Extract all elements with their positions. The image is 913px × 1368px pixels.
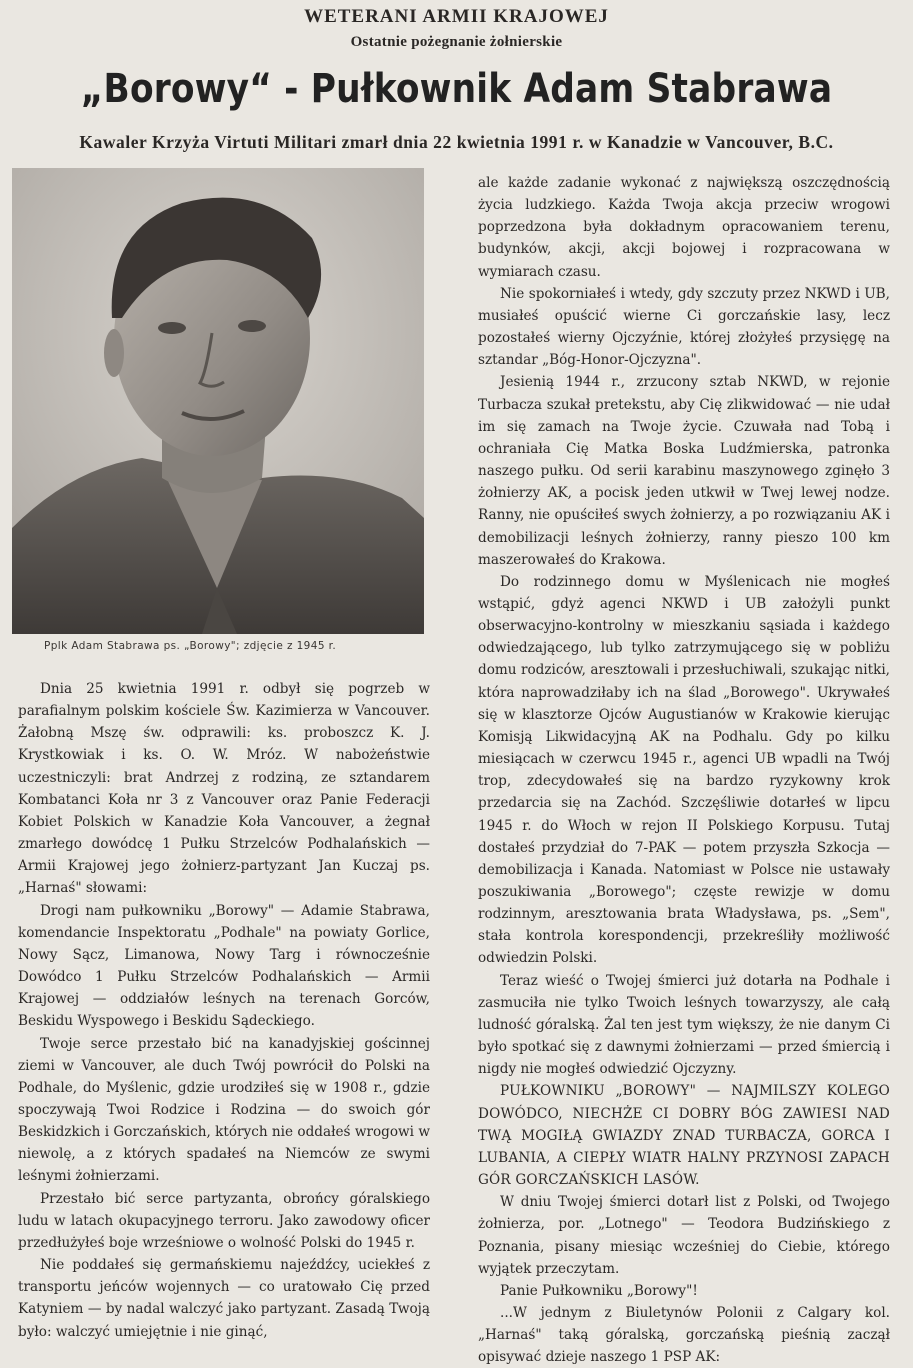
section-subkicker: Ostatnie pożegnanie żołnierskie: [350, 34, 563, 50]
paragraph: Nie spokorniałeś i wtedy, gdy szczuty przez NKWD i UB, musiałeś opuścić wierne Ci gorczańskie lasy, lecz pozostałeś wierny Ojczyźnie, której złożyłeś przysięgę na sztandar „Bóg-Honor-Ojczyzna".: [478, 285, 890, 369]
paragraph: Nie poddałeś się germańskiemu najeźdźcy, uciekłeś z transportu jeńców wojennych — co uratowało Cię przed Katyniem — by nadal walczyć jako partyzant. Zasadą Twoją było: walczyć umiejętnie i nie ginąć,: [18, 1257, 430, 1340]
section-kicker: WETERANI ARMII KRAJOWEJ: [304, 6, 609, 27]
paragraph-tribute: PUŁKOWNIKU „BOROWY" — NAJMILSZY KOLEGO DOWÓDCO, NIECHŻE CI DOBRY BÓG ZAWIESI NAD TWĄ MOGIŁĄ GWIAZDY ZNAD TURBACZA, GORCA I LUBANIA, A CIEPŁY WIATR HALNY PRZYNOSI ZAPACH GÓR GORCZAŃSKICH LASÓW.: [478, 1083, 890, 1189]
paragraph: Jesienią 1944 r., zrzucony sztab NKWD, w rejonie Turbacza szukał pretekstu, aby Cię zlikwidować — nie udał im się zamach na Twoje życie. Czuwała nad Tobą i ochraniała Cię Matka Boska Ludźmierska, patronka naszego pułku. Od serii karabinu maszynowego zginęło 3 żołnierzy AK, a pocisk jeden utkwił w Twej lewej nodze. Ranny, nie opuściłeś swych żołnierzy, a po rozwiązaniu AK i demobilizacji leśnych żołnierzy, ranny pieszo 100 km maszerowałeś do Krakowa.: [478, 374, 890, 568]
paragraph: Twoje serce przestało bić na kanadyjskiej gościnnej ziemi w Vancouver, ale duch Twój powrócił do Polski na Podhale, do Myślenic, gdzie urodziłeś się w 1908 r., gdzie spoczywają Twoi Rodzice i Rodzina — do swoich gór Beskidzkich i Gorczańskich, których nie oddałeś wrogowi w niewolę, a z których spadałeś na Niemców ze swymi leśnymi żołnierzami.: [18, 1035, 430, 1185]
photo-caption: Pplk Adam Stabrawa ps. „Borowy"; zdjęcie z 1945 r.: [44, 640, 337, 652]
paragraph: ...W jednym z Biuletynów Polonii z Calgary kol. „Harnaś" taką góralską, gorczańską pieśnią zaczął opisywać dzieje naszego 1 PSP AK:: [478, 1304, 890, 1366]
article-left-column: [18, 678, 430, 1343]
paragraph: Panie Pułkowniku „Borowy"!: [500, 1282, 698, 1299]
paragraph: Do rodzinnego domu w Myślenicach nie mogłeś wstąpić, gdyż agenci NKWD i UB założyli punkt obserwacyjno-kontrolny w mieszkaniu sąsiada i każdego odwiedzającego, lub tylko zatrzymującego się w pobliżu domu rodziców, aresztowali i przesłuchiwali, szukając nitki, która naprowadziłaby ich na ślad „Borowego". Ukrywałeś się w klasztorze Ojców Augustianów w Krakowie kierując Komisją Likwidacyjną AK na Podhalu. Gdy po kilku miesiącach w czerwcu 1945 r., agenci UB wpadli na Twój trop, zdecydowałeś się na bardzo ryzykowny krok przedarcia się na Zachód. Szczęśliwie dotarłeś w lipcu 1945 r. do Włoch w rejon II Polskiego Korpusu. Tutaj dostałeś przydział do 7-PAK — potem przyszła Szkocja — demobilizacja i Kanada. Natomiast w Polsce nie ustawały poszukiwania „Borowego"; częste rewizje w domu rodzinnym, aresztowania brata Władysława, ps. „Sem", stała kontrola korespondencji, przekreśliły możliwość odwiedzin Polski.: [478, 573, 890, 967]
paragraph: Teraz wieść o Twojej śmierci już dotarła na Podhale i zasmuciła nie tylko Twoich leśnych towarzyszy, ale całą ludność góralską. Żal ten jest tym większy, że nie danym Ci było spotkać się z dawnymi żołnierzami — przed śmiercią i nigdy nie mogłeś odwiedzić Ojczyzny.: [478, 972, 890, 1078]
deck: Kawaler Krzyża Virtuti Militari zmarł dnia 22 kwietnia 1991 r. w Kanadzie w Vancouver, B.C.: [79, 132, 834, 152]
paragraph: Przestało bić serce partyzanta, obrońcy góralskiego ludu w latach okupacyjnego terroru. Jako zawodowy oficer przedłużyłeś boje wrześniowe o wolność Polski do 1945 r.: [18, 1190, 430, 1251]
paragraph: Dnia 25 kwietnia 1991 r. odbył się pogrzeb w parafialnym polskim kościele Św. Kazimierza w Vancouver. Żałobną Mszę św. odprawili: ks. proboszcz K. J. Krystkowiak i ks. O. W. Mróz. W nabożeństwie uczestniczyli: brat Andrzej z rodziną, ze sztandarem Kombatanci Koła nr 3 z Vancouver oraz Panie Federacji Kobiet Polskich w Kanadzie Koła Vancouver, a żegnał zmarłego dowódcę 1 Pułku Strzelców Podhalańskich — Armii Krajowej jego żołnierz-partyzant Jan Kuczaj ps. „Harnaś" słowami:: [18, 681, 430, 897]
headline: „Borowy“ - Pułkownik Adam Stabrawa: [80, 66, 833, 112]
article-right-column: [478, 172, 890, 1368]
paragraph: W dniu Twojej śmierci dotarł list z Polski, od Twojego żołnierza, por. „Lotnego" — Teodora Budzińskiego z Poznania, pisany miesiąc wcześniej do Ciebie, którego wyjątek przeczytam.: [478, 1194, 890, 1277]
paragraph: Drogi nam pułkowniku „Borowy" — Adamie Stabrawa, komendancie Inspektoratu „Podhale" na powiaty Gorlice, Nowy Sącz, Limanowa, Nowy Targ i równocześnie Dowódco 1 Pułku Strzelców Podhalańskich — Armii Krajowej — oddziałów leśnych na terenach Gorców, Beskidu Wyspowego i Beskidu Sądeckiego.: [18, 902, 430, 1030]
portrait-photo-drawing: [12, 168, 424, 634]
portrait-photo: [12, 168, 424, 634]
paragraph: ale każde zadanie wykonać z największą oszczędnością życia ludzkiego. Każda Twoja akcja przeciw wrogowi poprzedzona była dokładnym opracowaniem terenu, budynków, akcji, akcji bojowej i rozpracowana w wymiarach czasu.: [478, 175, 890, 280]
